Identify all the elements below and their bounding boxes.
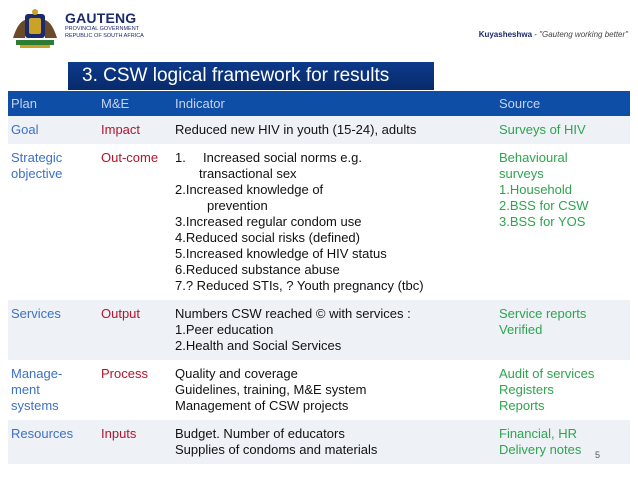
indicator-item: 2.Increased knowledge of (175, 182, 324, 197)
indicator-item: Supplies of condoms and materials (175, 442, 378, 457)
indicator-item (175, 150, 496, 166)
plan-text: Strategic (11, 150, 63, 165)
me-cell (98, 300, 172, 360)
indicator-item: 6.Reduced substance abuse (175, 262, 340, 277)
indicator-item: 3.Increased regular condom use (175, 214, 362, 229)
indicator-cell (172, 420, 496, 464)
tagline (479, 30, 628, 39)
tagline-quote: "Gauteng working better" (539, 30, 628, 39)
brand-name: GAUTENG (65, 10, 137, 26)
table-row-management-systems (8, 360, 630, 420)
indicator-item: Quality and coverage (175, 366, 298, 381)
indicator-item: Budget. Number of educators (175, 426, 345, 441)
me-cell (98, 116, 172, 144)
indicator-text: Reduced new HIV in youth (15-24), adults (175, 122, 417, 137)
me-text: Impact (101, 122, 141, 137)
indicator-item: transactional sex (199, 166, 297, 181)
me-text: Inputs (101, 426, 137, 441)
indicator-cell (172, 116, 496, 144)
plan-text: Goal (11, 122, 39, 137)
indicator-text: Increased social norms e.g. (203, 150, 362, 165)
source-text: 3.BSS for YOS (499, 214, 586, 229)
source-text: Financial, HR (499, 426, 578, 441)
indicator-item: 4.Reduced social risks (defined) (175, 230, 360, 245)
me-cell (98, 144, 172, 300)
table-row-strategic-objective (8, 144, 630, 300)
logframe-table (8, 91, 630, 464)
page-number: 5 (595, 450, 601, 460)
indicator-item: 5.Increased knowledge of HIV status (175, 246, 387, 261)
plan-cell (8, 360, 98, 420)
title-bar (68, 62, 434, 90)
table-row-resources (8, 420, 630, 464)
plan-cell (8, 300, 98, 360)
indicator-item: Numbers CSW reached © with services : (175, 306, 411, 321)
brand-sub-2: REPUBLIC OF SOUTH AFRICA (65, 32, 144, 39)
column-header-indicator: Indicator (172, 91, 496, 116)
indicator-number: 1. (175, 150, 186, 165)
source-text: surveys (499, 166, 544, 181)
indicator-item: 7.? Reduced STIs, ? Youth pregnancy (tbc) (175, 278, 424, 293)
me-text: Out-come (101, 150, 159, 165)
indicator-item: Guidelines, training, M&E system (175, 382, 367, 397)
plan-text: ment (11, 382, 40, 397)
plan-cell (8, 116, 98, 144)
source-text: Behavioural (499, 150, 568, 165)
source-text: Surveys of HIV (499, 122, 586, 137)
source-text: Audit of services (499, 366, 595, 381)
source-cell (496, 300, 630, 360)
gauteng-logo (10, 8, 180, 50)
indicator-cell (172, 144, 496, 300)
source-text: 1.Household (499, 182, 572, 197)
me-cell (98, 420, 172, 464)
column-header-me: M&E (98, 91, 172, 116)
table-row-goal (8, 116, 630, 144)
plan-cell (8, 144, 98, 300)
column-header-source: Source (496, 91, 630, 116)
plan-text: Manage- (11, 366, 63, 381)
coat-of-arms-icon (10, 8, 60, 50)
column-header-plan: Plan (8, 91, 98, 116)
source-text: Registers (499, 382, 554, 397)
source-text: Verified (499, 322, 543, 337)
source-text: 2.BSS for CSW (499, 198, 589, 213)
indicator-cell (172, 300, 496, 360)
source-text: Delivery notes (499, 442, 582, 457)
source-text: Service reports (499, 306, 587, 321)
indicator-item: prevention (207, 198, 268, 213)
source-cell (496, 116, 630, 144)
header-band (0, 0, 638, 54)
indicator-cell (172, 360, 496, 420)
source-cell (496, 420, 630, 464)
brand-block (65, 11, 144, 39)
table-row-services (8, 300, 630, 360)
table-header-row (8, 91, 630, 116)
me-cell (98, 360, 172, 420)
plan-text: Resources (11, 426, 74, 441)
me-text: Output (101, 306, 141, 321)
tagline-brand: Kuyasheshwa (478, 30, 533, 39)
indicator-item: 2.Health and Social Services (175, 338, 342, 353)
tagline-separator: - (532, 30, 540, 39)
plan-cell (8, 420, 98, 464)
indicator-item: Management of CSW projects (175, 398, 349, 413)
slide-title: 3. CSW logical framework for results (82, 65, 390, 86)
plan-text: Services (11, 306, 61, 321)
plan-text: objective (11, 166, 63, 181)
source-text: Reports (499, 398, 545, 413)
source-cell (496, 360, 630, 420)
source-cell (496, 144, 630, 300)
plan-text: systems (11, 398, 59, 413)
brand-sub-1: PROVINCIAL GOVERNMENT (65, 26, 140, 32)
me-text: Process (101, 366, 148, 381)
indicator-item: 1.Peer education (175, 322, 274, 337)
